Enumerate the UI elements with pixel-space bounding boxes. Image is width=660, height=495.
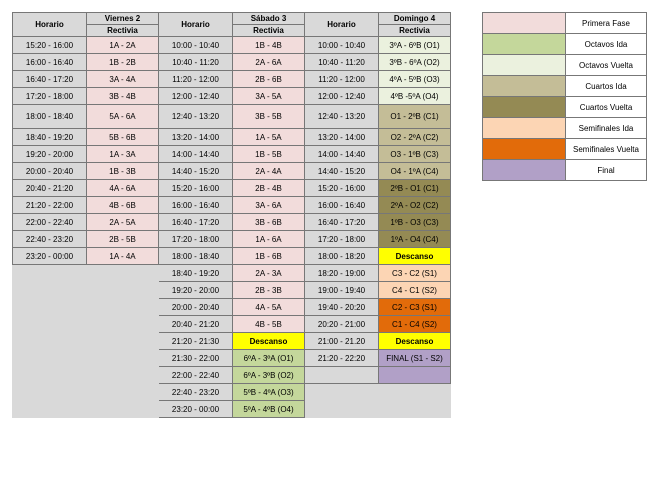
- match-cell-sat: 1B - 5B: [233, 146, 305, 163]
- time-cell-sat: 17:20 - 18:00: [159, 231, 233, 248]
- empty-match-cell-sun: [379, 401, 451, 418]
- table-row: [13, 265, 451, 282]
- time-cell-sun: 12:40 - 13:20: [305, 105, 379, 129]
- match-cell-fri: 1A - 4A: [87, 248, 159, 265]
- match-cell-sat: 1B - 6B: [233, 248, 305, 265]
- match-cell-sat: 2A - 6A: [233, 54, 305, 71]
- legend-label: Cuartos Ida: [566, 76, 647, 97]
- time-cell-sun: 12:00 - 12:40: [305, 88, 379, 105]
- schedule-table: [12, 12, 451, 418]
- time-cell-sun: 15:20 - 16:00: [305, 180, 379, 197]
- match-cell-fri: 1B - 3B: [87, 163, 159, 180]
- match-cell-sun: C1 - C4 (S2): [379, 316, 451, 333]
- match-cell-sat: 6ºA - 3ºB (O2): [233, 367, 305, 384]
- empty-area-fri: [13, 265, 159, 418]
- match-cell-sat: 3A - 6A: [233, 197, 305, 214]
- match-cell-fri: 1B - 2B: [87, 54, 159, 71]
- time-cell-fri: 21:20 - 22:00: [13, 197, 87, 214]
- match-cell-sat: 4A - 5A: [233, 299, 305, 316]
- table-row: [13, 231, 451, 248]
- time-cell-sat: 20:40 - 21:20: [159, 316, 233, 333]
- legend-label: Octavos Vuelta: [566, 55, 647, 76]
- table-row: [13, 129, 451, 146]
- legend-table: [482, 12, 647, 181]
- table-row: [13, 71, 451, 88]
- legend-label: Primera Fase: [566, 13, 647, 34]
- legend-label: Semifinales Ida: [566, 118, 647, 139]
- match-cell-sun: 4ºB -5ºA (O4): [379, 88, 451, 105]
- match-cell-sun: 3ºB - 6ºA (O2): [379, 54, 451, 71]
- match-cell-sat: 6ºA - 3ºA (O1): [233, 350, 305, 367]
- legend-swatch: [483, 97, 566, 118]
- sabado-header: Sábado 3: [233, 13, 305, 25]
- time-cell-sun: 13:20 - 14:00: [305, 129, 379, 146]
- match-cell-fri: 3B - 4B: [87, 88, 159, 105]
- time-cell-sat: 23:20 - 00:00: [159, 401, 233, 418]
- table-row: [13, 180, 451, 197]
- match-cell-sun: 2ºA - O2 (C2): [379, 197, 451, 214]
- match-cell-fri: 2B - 5B: [87, 231, 159, 248]
- time-cell-sat: 18:00 - 18:40: [159, 248, 233, 265]
- match-cell-sun: 4ºA - 5ºB (O3): [379, 71, 451, 88]
- match-cell-sun: C4 - C1 (S2): [379, 282, 451, 299]
- legend-swatch: [483, 118, 566, 139]
- legend-row: [483, 160, 647, 181]
- time-cell-fri: 20:40 - 21:20: [13, 180, 87, 197]
- time-cell-fri: 20:00 - 20:40: [13, 163, 87, 180]
- descanso-cell-sun: Descanso: [379, 333, 451, 350]
- table-row: [13, 37, 451, 54]
- rectivia-header-fri: Rectivia: [87, 25, 159, 37]
- time-cell-sat: 13:20 - 14:00: [159, 129, 233, 146]
- horario-header-fri: Horario: [13, 13, 87, 37]
- time-cell-sun: 21:20 - 22:20: [305, 350, 379, 367]
- match-cell-sat: 1A - 5A: [233, 129, 305, 146]
- legend-row: [483, 118, 647, 139]
- match-cell-sat: 3B - 6B: [233, 214, 305, 231]
- time-cell-sun: 20:20 - 21:00: [305, 316, 379, 333]
- horario-header-sun: Horario: [305, 13, 379, 37]
- legend-row: [483, 97, 647, 118]
- match-cell-sat: 2B - 4B: [233, 180, 305, 197]
- legend-swatch: [483, 139, 566, 160]
- table-row: [13, 88, 451, 105]
- time-cell-sun: 10:00 - 10:40: [305, 37, 379, 54]
- time-cell-sun: 18:20 - 19:00: [305, 265, 379, 282]
- empty-match-cell-sun: [379, 384, 451, 401]
- time-cell-sat: 19:20 - 20:00: [159, 282, 233, 299]
- time-cell-sun: 11:20 - 12:00: [305, 71, 379, 88]
- time-cell-fri: 17:20 - 18:00: [13, 88, 87, 105]
- table-row: [13, 248, 451, 265]
- time-cell-sat: 22:40 - 23:20: [159, 384, 233, 401]
- match-cell-sat: 5ºA - 4ºB (O4): [233, 401, 305, 418]
- time-cell-sat: 10:00 - 10:40: [159, 37, 233, 54]
- legend-swatch: [483, 13, 566, 34]
- time-cell-fri: 18:40 - 19:20: [13, 129, 87, 146]
- table-row: [13, 54, 451, 71]
- match-cell-sun: 3ºA - 6ºB (O1): [379, 37, 451, 54]
- table-row: [13, 214, 451, 231]
- empty-time-cell-sun: [305, 384, 379, 401]
- time-cell-sat: 14:40 - 15:20: [159, 163, 233, 180]
- match-cell-sun: C3 - C2 (S1): [379, 265, 451, 282]
- descanso-cell-sat: Descanso: [233, 333, 305, 350]
- time-cell-sun: 10:40 - 11:20: [305, 54, 379, 71]
- legend-label: Octavos Ida: [566, 34, 647, 55]
- table-row: [13, 163, 451, 180]
- match-cell-sat: 5ºB - 4ºA (O3): [233, 384, 305, 401]
- time-cell-fri: 23:20 - 00:00: [13, 248, 87, 265]
- match-cell-sun: O2 - 2ºA (C2): [379, 129, 451, 146]
- time-cell-sat: 16:00 - 16:40: [159, 197, 233, 214]
- time-cell-fri: 22:00 - 22:40: [13, 214, 87, 231]
- legend-swatch: [483, 160, 566, 181]
- time-cell-fri: 18:00 - 18:40: [13, 105, 87, 129]
- match-cell-sat: 1B - 4B: [233, 37, 305, 54]
- match-cell-sun: O3 - 1ºB (C3): [379, 146, 451, 163]
- match-cell-sat: 2B - 6B: [233, 71, 305, 88]
- match-cell-fri: 4A - 6A: [87, 180, 159, 197]
- match-cell-sat: 1A - 6A: [233, 231, 305, 248]
- time-cell-sat: 15:20 - 16:00: [159, 180, 233, 197]
- time-cell-sat: 12:40 - 13:20: [159, 105, 233, 129]
- time-cell-sun: 16:40 - 17:20: [305, 214, 379, 231]
- match-cell-fri: 1A - 3A: [87, 146, 159, 163]
- match-cell-sat: 2A - 4A: [233, 163, 305, 180]
- time-cell-fri: 15:20 - 16:00: [13, 37, 87, 54]
- match-cell-fri: 4B - 6B: [87, 197, 159, 214]
- match-cell-sat: 3A - 5A: [233, 88, 305, 105]
- table-row: [13, 146, 451, 163]
- horario-header-sat: Horario: [159, 13, 233, 37]
- match-cell-sat: 3B - 5B: [233, 105, 305, 129]
- time-cell-sat: 12:00 - 12:40: [159, 88, 233, 105]
- time-cell-sat: 21:30 - 22:00: [159, 350, 233, 367]
- viernes-header: Viernes 2: [87, 13, 159, 25]
- empty-time-cell-sun: [305, 401, 379, 418]
- time-cell-fri: 22:40 - 23:20: [13, 231, 87, 248]
- time-cell-sat: 20:00 - 20:40: [159, 299, 233, 316]
- rectivia-header-sat: Rectivia: [233, 25, 305, 37]
- match-cell-sun: 1ºA - O4 (C4): [379, 231, 451, 248]
- time-cell-sun: 21:00 - 21.20: [305, 333, 379, 350]
- time-cell-sun: 19:40 - 20:20: [305, 299, 379, 316]
- match-cell-sun: FINAL (S1 - S2): [379, 350, 451, 367]
- time-cell-sun: 19:00 - 19:40: [305, 282, 379, 299]
- legend-swatch: [483, 55, 566, 76]
- time-cell-sat: 10:40 - 11:20: [159, 54, 233, 71]
- match-cell-sat: 4B - 5B: [233, 316, 305, 333]
- match-cell-sun: 1ºB - O3 (C3): [379, 214, 451, 231]
- legend-label: Semifinales Vuelta: [566, 139, 647, 160]
- empty-match-cell-sun: [379, 367, 451, 384]
- domingo-header: Domingo 4: [379, 13, 451, 25]
- match-cell-fri: 1A - 2A: [87, 37, 159, 54]
- legend-swatch: [483, 76, 566, 97]
- match-cell-fri: 2A - 5A: [87, 214, 159, 231]
- legend-row: [483, 139, 647, 160]
- table-row: [13, 105, 451, 129]
- time-cell-fri: 16:40 - 17:20: [13, 71, 87, 88]
- match-cell-sun: O1 - 2ºB (C1): [379, 105, 451, 129]
- time-cell-sat: 22:00 - 22:40: [159, 367, 233, 384]
- match-cell-sat: 2A - 3A: [233, 265, 305, 282]
- time-cell-sun: 14:40 - 15:20: [305, 163, 379, 180]
- time-cell-sun: 14:00 - 14:40: [305, 146, 379, 163]
- legend-row: [483, 13, 647, 34]
- legend-label: Cuartos Vuelta: [566, 97, 647, 118]
- match-cell-sun: C2 - C3 (S1): [379, 299, 451, 316]
- legend-swatch: [483, 34, 566, 55]
- match-cell-sat: 2B - 3B: [233, 282, 305, 299]
- legend-row: [483, 34, 647, 55]
- time-cell-sat: 11:20 - 12:00: [159, 71, 233, 88]
- time-cell-sat: 18:40 - 19:20: [159, 265, 233, 282]
- time-cell-sat: 14:00 - 14:40: [159, 146, 233, 163]
- time-cell-fri: 19:20 - 20:00: [13, 146, 87, 163]
- rectivia-header-sun: Rectivia: [379, 25, 451, 37]
- time-cell-sat: 21:20 - 21:30: [159, 333, 233, 350]
- time-cell-sun: 17:20 - 18:00: [305, 231, 379, 248]
- table-row: [13, 197, 451, 214]
- legend-label: Final: [566, 160, 647, 181]
- match-cell-fri: 5B - 6B: [87, 129, 159, 146]
- match-cell-sun: O4 - 1ºA (C4): [379, 163, 451, 180]
- match-cell-sun: 2ºB - O1 (C1): [379, 180, 451, 197]
- match-cell-fri: 3A - 4A: [87, 71, 159, 88]
- time-cell-fri: 16:00 - 16:40: [13, 54, 87, 71]
- legend-row: [483, 55, 647, 76]
- legend-row: [483, 76, 647, 97]
- match-cell-fri: 5A - 6A: [87, 105, 159, 129]
- time-cell-sun: 18:00 - 18:20: [305, 248, 379, 265]
- descanso-cell-sun: Descanso: [379, 248, 451, 265]
- header-row: [13, 13, 451, 25]
- empty-time-cell-sun: [305, 367, 379, 384]
- time-cell-sat: 16:40 - 17:20: [159, 214, 233, 231]
- time-cell-sun: 16:00 - 16:40: [305, 197, 379, 214]
